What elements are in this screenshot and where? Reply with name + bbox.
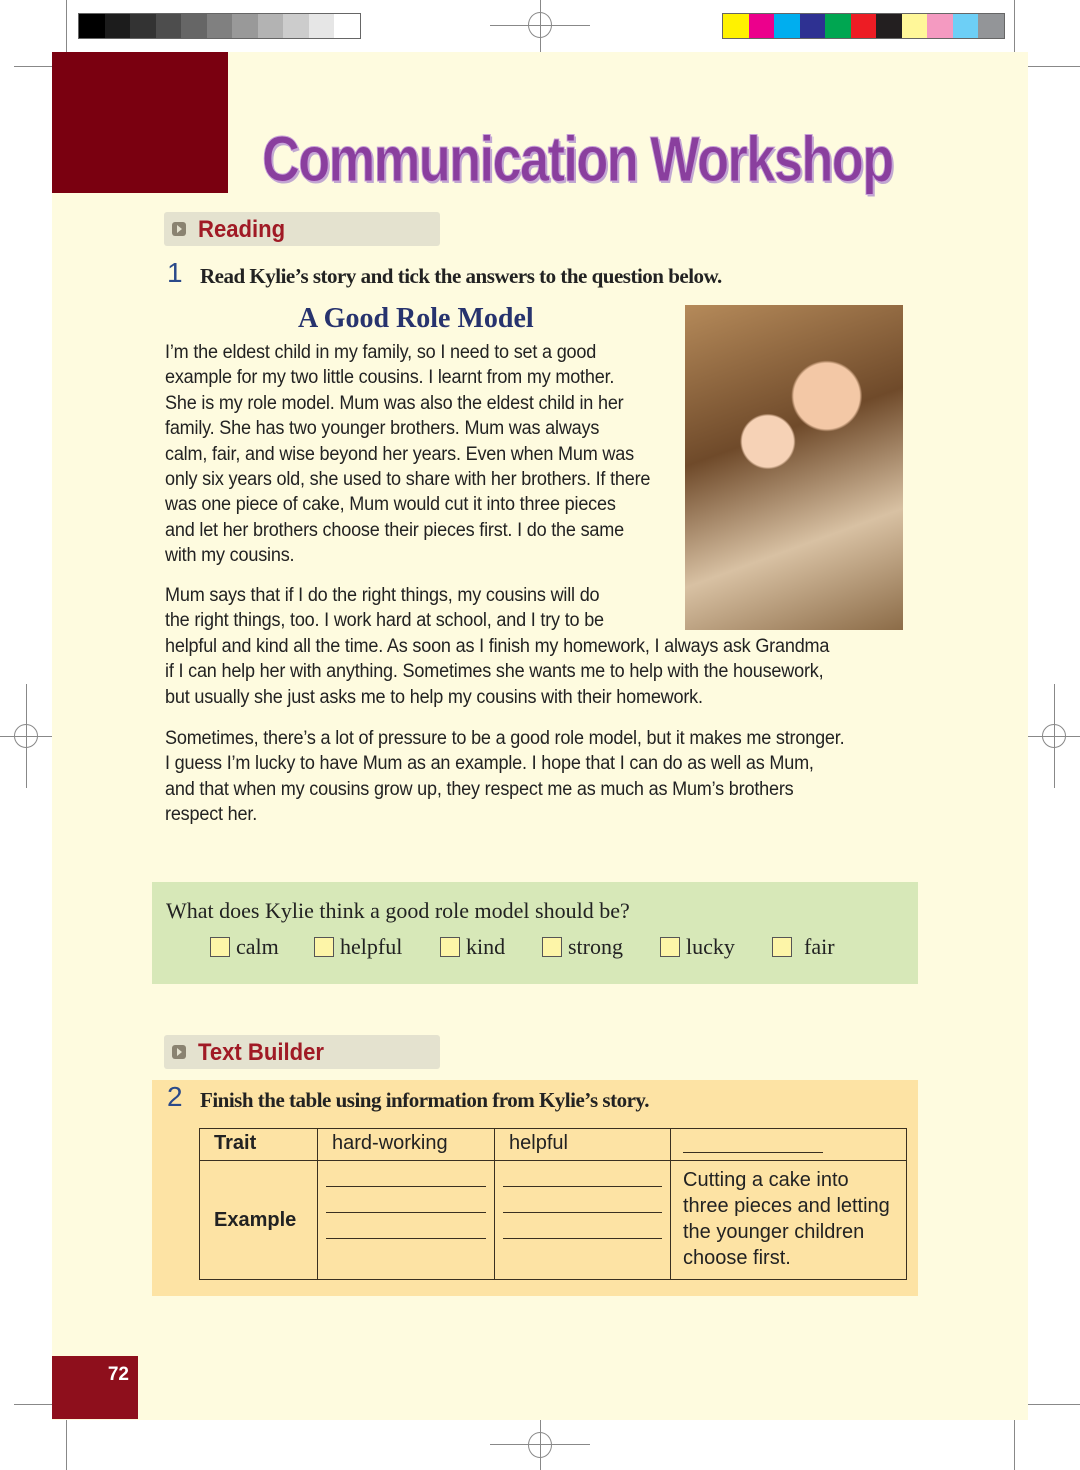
option-kind[interactable] [440,934,505,960]
header-color-block [52,52,228,193]
story-line: if I can help her with anything. Sometimes she wants me to help with the housework, [165,661,824,683]
row-label-trait: Trait [200,1129,318,1161]
story-line: example for my two little cousins. I learnt from my mother. [165,367,615,389]
color-swatch [851,14,877,38]
play-arrow-icon [172,222,186,236]
crop-mark [1014,0,1015,52]
text-builder-box [152,1080,918,1296]
story-line: with my cousins. [165,545,295,567]
answer-blank[interactable] [503,1213,662,1239]
checkbox[interactable] [660,937,680,957]
story-line: calm, fair, and wise beyond her years. Even when Mum was [165,443,634,465]
checkbox[interactable] [542,937,562,957]
story-paragraph-2 [165,583,829,710]
trait-cell: helpful [495,1129,671,1161]
page-number: 72 [52,1356,138,1419]
color-swatch [774,14,800,38]
photo-girls-reading [685,305,903,630]
option-calm[interactable] [210,934,279,960]
story-line: and let her brothers choose their pieces first. I do the same [165,519,624,541]
color-swatch [953,14,979,38]
exercise-number: 2 [167,1081,183,1112]
crop-mark [66,0,67,52]
answer-blank[interactable] [503,1187,662,1213]
option-label: strong [568,934,623,959]
story-paragraph-1 [165,340,650,569]
option-fair[interactable] [772,934,835,960]
crop-mark [66,1420,67,1470]
option-label: calm [236,934,279,959]
example-cell: Cutting a cake into three pieces and letting the younger children choose first. [671,1161,907,1280]
gray-swatch [232,14,258,38]
story-line: She is my role model. Mum was also the eldest child in her [165,392,624,414]
color-swatch [825,14,851,38]
option-label: helpful [340,934,403,959]
gray-swatch [79,14,105,38]
story-line: but usually she just asks me to help my cousins with their homework. [165,686,703,708]
option-label: kind [466,934,506,959]
checkbox[interactable] [772,937,792,957]
option-helpful[interactable] [314,934,402,960]
story-paragraph-3 [165,726,844,828]
registration-mark [14,724,38,748]
story-line: was one piece of cake, Mum would cut it into three pieces [165,494,616,516]
section-label: Text Builder [198,1039,324,1066]
crop-mark [14,66,52,67]
cmyk-color-bar [722,13,1005,39]
color-swatch [978,14,1004,38]
color-swatch [927,14,953,38]
question-text: What does Kylie think a good role model should be? [166,898,630,923]
crop-mark [14,1404,52,1405]
checkbox[interactable] [210,937,230,957]
answer-blank[interactable] [326,1187,486,1213]
story-line: family. She has two younger brothers. Mum was always [165,418,600,440]
crop-mark [1028,66,1080,67]
registration-mark [528,12,552,38]
gray-swatch [283,14,309,38]
trait-table [199,1128,907,1280]
option-strong[interactable] [542,934,623,960]
story-line: the right things, too. I work hard at school, and I try to be [165,610,604,632]
registration-mark [1042,724,1066,748]
story-line: I guess I’m lucky to have Mum as an example. I hope that I can do as well as Mum, [165,753,814,775]
color-swatch [902,14,928,38]
checkbox[interactable] [440,937,460,957]
checkbox[interactable] [314,937,334,957]
section-header-reading [164,212,440,246]
story-title: A Good Role Model [298,303,534,334]
exercise-instruction: Read Kylie’s story and tick the answers to the question below. [200,264,722,288]
gray-swatch [334,14,360,38]
answer-blank[interactable] [326,1213,486,1239]
option-label: fair [804,934,835,959]
gray-swatch [105,14,131,38]
option-label: lucky [686,934,735,959]
question-box [152,882,918,984]
answer-blank[interactable] [326,1161,486,1187]
registration-mark [528,1432,552,1458]
section-header-text-builder [164,1035,440,1069]
trait-cell: hard-working [318,1129,495,1161]
answer-blank[interactable] [683,1129,823,1153]
story-line: respect her. [165,804,258,826]
crop-mark [1028,1404,1080,1405]
gray-swatch [207,14,233,38]
gray-swatch [181,14,207,38]
color-swatch [800,14,826,38]
gray-swatch [130,14,156,38]
exercise-number: 1 [167,257,183,288]
story-line: I’m the eldest child in my family, so I need to set a good [165,342,597,363]
exercise-instruction: Finish the table using information from Kylie’s story. [200,1088,650,1112]
section-label: Reading [198,216,286,243]
color-swatch [749,14,775,38]
answer-blank[interactable] [503,1161,662,1187]
grayscale-color-bar [78,13,361,39]
gray-swatch [258,14,284,38]
row-label-example: Example [200,1161,318,1280]
story-line: and that when my cousins grow up, they respect me as much as Mum’s brothers [165,778,794,800]
color-swatch [723,14,749,38]
story-line: helpful and kind all the time. As soon as I finish my homework, I always ask Grandma [165,635,830,657]
page-title: Communication Workshop [262,123,893,195]
story-line: Mum says that if I do the right things, my cousins will do [165,585,600,606]
play-arrow-icon [172,1045,186,1059]
crop-mark [1014,1420,1015,1470]
option-lucky[interactable] [660,934,735,960]
gray-swatch [156,14,182,38]
gray-swatch [309,14,335,38]
story-line: Sometimes, there’s a lot of pressure to be a good role model, but it makes me stronger. [165,728,845,749]
color-swatch [876,14,902,38]
story-line: only six years old, she used to share with her brothers. If there [165,469,651,491]
